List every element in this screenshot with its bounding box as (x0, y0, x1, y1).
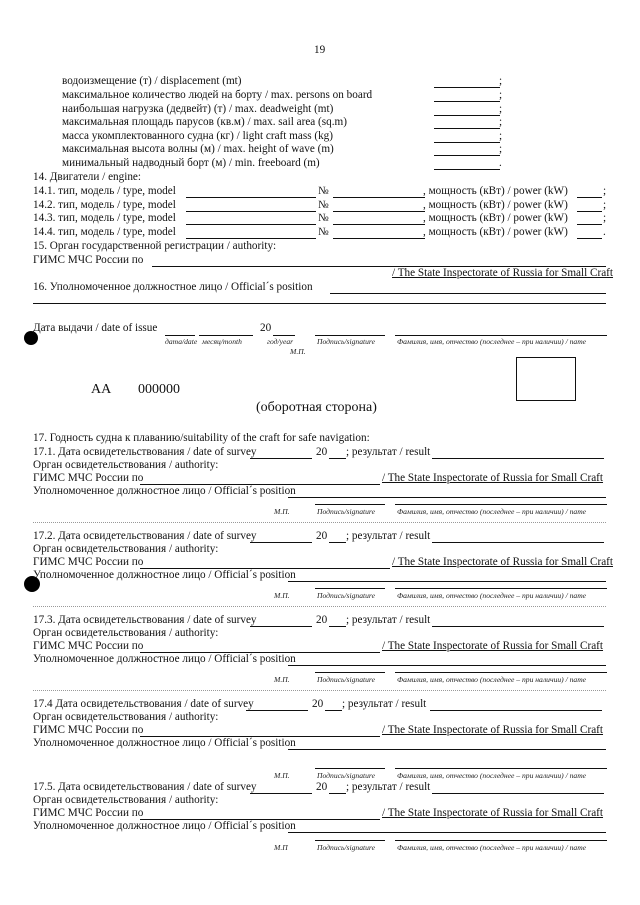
spec-end: ; (499, 75, 503, 87)
survey-result-field[interactable] (430, 710, 602, 711)
spec-label: масса укомплектованного судна (кг) / light craft mass (kg) (62, 130, 333, 142)
survey-date-field[interactable] (246, 710, 308, 711)
survey-name-field[interactable] (395, 504, 607, 505)
engine-label: 14.4. тип, модель / type, model (33, 226, 176, 238)
engine-number-field[interactable] (333, 238, 425, 239)
survey-official-field[interactable] (288, 749, 606, 750)
caption-month: месяц/month (202, 337, 242, 346)
dotted-separator (33, 522, 606, 523)
survey-inspectorate: / The State Inspectorate of Russia for Small Craft (382, 472, 604, 484)
survey-signature-field[interactable] (315, 672, 385, 673)
survey-name-field[interactable] (395, 768, 607, 769)
engine-power: , мощность (кВт) / power (kW) (423, 212, 568, 224)
caption-signature: Подпись/signature (317, 843, 375, 852)
survey-inspectorate: / The State Inspectorate of Russia for Small Craft (382, 807, 604, 819)
survey-date-field[interactable] (250, 458, 312, 459)
official-label: 16. Уполномоченное должностное лицо / Official´s position (33, 281, 313, 293)
survey-authority-label: Орган освидетельствования / authority: (33, 627, 219, 639)
issue-date-label: Дата выдачи / date of issue (33, 322, 158, 334)
survey-name-field[interactable] (395, 840, 607, 841)
caption-name: Фамилия, имя, отчество (последнее – при наличии) / name (397, 771, 587, 780)
caption-signature: Подпись/signature (317, 337, 375, 346)
spec-field-line[interactable] (434, 155, 500, 156)
survey-signature-field[interactable] (315, 504, 385, 505)
survey-result-label: ; результат / result (346, 446, 431, 458)
survey-year-field[interactable] (329, 626, 346, 627)
stamp-place: М.П. (274, 507, 290, 516)
survey-year-field[interactable] (329, 458, 346, 459)
survey-inspectorate: / The State Inspectorate of Russia for Small Craft (392, 556, 614, 568)
page-number: 19 (314, 44, 326, 56)
survey-year-prefix: 20 (312, 698, 324, 710)
stamp-place: М.П (274, 843, 288, 852)
engine-model-field[interactable] (186, 238, 316, 239)
engine-end: ; (603, 212, 607, 224)
survey-date-label: 17.4 Дата освидетельствования / date of survey (33, 698, 254, 710)
caption-date: дата/date (165, 337, 198, 346)
survey-year-field[interactable] (325, 710, 342, 711)
survey-year-prefix: 20 (316, 530, 328, 542)
engine-power-field[interactable] (577, 197, 602, 198)
suitability-heading: 17. Годность судна к плаванию/suitability of the craft for safe navigation: (33, 432, 370, 444)
survey-authority-label: Орган освидетельствования / authority: (33, 711, 219, 723)
spec-label: водоизмещение (т) / displacement (mt) (62, 75, 242, 87)
survey-official-label: Уполномоченное должностное лицо / Official´s position (33, 737, 296, 749)
issue-name-field[interactable] (395, 335, 607, 336)
survey-authority-label: Орган освидетельствования / authority: (33, 459, 219, 471)
dotted-separator (33, 606, 606, 607)
spec-field-line[interactable] (434, 87, 500, 88)
survey-date-label: 17.1. Дата освидетельствования / date of survey (33, 446, 257, 458)
spec-label: минимальный надводный борт (м) / min. freeboard (m) (62, 157, 320, 169)
engine-number-field[interactable] (333, 211, 425, 212)
survey-result-field[interactable] (432, 793, 604, 794)
survey-signature-field[interactable] (315, 768, 385, 769)
serial-number: 000000 (138, 382, 180, 397)
survey-gims-label: ГИМС МЧС России по (33, 807, 144, 819)
spec-field-line[interactable] (434, 101, 500, 102)
survey-year-prefix: 20 (316, 446, 328, 458)
engine-model-field[interactable] (186, 211, 316, 212)
spec-label: максимальное количество людей на борту / max. persons on board (62, 89, 373, 101)
survey-authority-label: Орган освидетельствования / authority: (33, 794, 219, 806)
survey-official-label: Уполномоченное должностное лицо / Official´s position (33, 569, 296, 581)
engine-model-field[interactable] (186, 197, 316, 198)
spec-label: наибольшая нагрузка (дедвейт) (т) / max. deadweight (mt) (62, 103, 334, 115)
caption-signature: Подпись/signature (317, 675, 375, 684)
stamp-place: М.П. (290, 347, 306, 356)
engine-label: 14.2. тип, модель / type, model (33, 199, 176, 211)
issue-day-field[interactable] (165, 335, 195, 336)
engine-label: 14.3. тип, модель / type, model (33, 212, 176, 224)
spec-end: ; (499, 103, 503, 115)
issue-year-prefix: 20 (260, 322, 272, 334)
spec-field-line[interactable] (434, 169, 500, 170)
caption-name: Фамилия, имя, отчество (последнее – при наличии) / name (397, 675, 587, 684)
survey-name-field[interactable] (395, 672, 607, 673)
survey-inspectorate: / The State Inspectorate of Russia for Small Craft (382, 724, 604, 736)
engine-end: ; (603, 185, 607, 197)
survey-official-label: Уполномоченное должностное лицо / Official´s position (33, 485, 296, 497)
spec-end: ; (499, 130, 503, 142)
stamp-place: М.П. (274, 771, 290, 780)
spec-end: ; (499, 116, 503, 128)
survey-result-label: ; результат / result (346, 781, 431, 793)
spec-end: ; (499, 89, 503, 101)
survey-year-prefix: 20 (316, 614, 328, 626)
caption-signature: Подпись/signature (317, 507, 375, 516)
survey-authority-label: Орган освидетельствования / authority: (33, 543, 219, 555)
survey-signature-field[interactable] (315, 588, 385, 589)
issue-signature-field[interactable] (315, 335, 385, 336)
stamp-place: М.П. (274, 591, 290, 600)
survey-name-field[interactable] (395, 588, 607, 589)
survey-date-field[interactable] (250, 793, 312, 794)
photo-box (516, 357, 576, 401)
survey-official-field[interactable] (288, 832, 606, 833)
engine-power: , мощность (кВт) / power (kW) (423, 185, 568, 197)
official-position-field[interactable] (330, 293, 606, 294)
engines-heading: 14. Двигатели / engine: (33, 171, 142, 183)
survey-date-label: 17.5. Дата освидетельствования / date of survey (33, 781, 257, 793)
survey-gims-label: ГИМС МЧС России по (33, 556, 144, 568)
spec-field-line[interactable] (434, 142, 500, 143)
survey-result-field[interactable] (432, 458, 604, 459)
authority-heading: 15. Орган государственной регистрации / authority: (33, 240, 277, 252)
survey-result-label: ; результат / result (346, 614, 431, 626)
survey-gims-label: ГИМС МЧС России по (33, 472, 144, 484)
caption-signature: Подпись/signature (317, 591, 375, 600)
inspectorate-text: / The State Inspectorate of Russia for Small Craft (392, 267, 614, 279)
survey-official-label: Уполномоченное должностное лицо / Official´s position (33, 653, 296, 665)
engine-end: ; (603, 199, 607, 211)
survey-year-field[interactable] (329, 542, 346, 543)
caption-name: Фамилия, имя, отчество (последнее – при наличии) / name (397, 507, 587, 516)
spec-label: максимальная площадь парусов (кв.м) / max. sail area (sq.m) (62, 116, 347, 128)
survey-year-field[interactable] (329, 793, 346, 794)
engine-power-field[interactable] (577, 224, 602, 225)
spec-field-line[interactable] (434, 128, 500, 129)
engine-power-field[interactable] (577, 238, 602, 239)
survey-result-field[interactable] (432, 626, 604, 627)
engine-power: , мощность (кВт) / power (kW) (423, 199, 568, 211)
engine-end: . (603, 226, 606, 238)
engine-no: № (318, 212, 329, 224)
dotted-separator (33, 690, 606, 691)
reverse-side-title: (оборотная сторона) (256, 400, 377, 415)
engine-no: № (318, 185, 329, 197)
engine-model-field[interactable] (186, 224, 316, 225)
survey-result-label: ; результат / result (346, 530, 431, 542)
spec-end: ; (499, 143, 503, 155)
survey-date-field[interactable] (250, 542, 312, 543)
survey-official-field[interactable] (288, 497, 606, 498)
engine-number-field[interactable] (333, 224, 425, 225)
separator-line (33, 303, 606, 304)
caption-name: Фамилия, имя, отчество (последнее – при наличии) / name (397, 591, 587, 600)
survey-official-field[interactable] (288, 665, 606, 666)
survey-result-label: ; результат / result (342, 698, 427, 710)
spec-label: максимальная высота волны (м) / max. height of wave (m) (62, 143, 334, 155)
stamp-place: М.П. (274, 675, 290, 684)
survey-inspectorate: / The State Inspectorate of Russia for Small Craft (382, 640, 604, 652)
survey-date-field[interactable] (250, 626, 312, 627)
gims-label: ГИМС МЧС России по (33, 254, 144, 266)
survey-date-label: 17.2. Дата освидетельствования / date of survey (33, 530, 257, 542)
survey-signature-field[interactable] (315, 840, 385, 841)
caption-name: Фамилия, имя, отчество (последнее – при наличии) / name (397, 843, 587, 852)
issue-month-field[interactable] (199, 335, 253, 336)
survey-official-label: Уполномоченное должностное лицо / Official´s position (33, 820, 296, 832)
engine-power: , мощность (кВт) / power (kW) (423, 226, 568, 238)
caption-name: Фамилия, имя, отчество (последнее – при наличии) / name (397, 337, 587, 346)
engine-label: 14.1. тип, модель / type, model (33, 185, 176, 197)
caption-year: год/year (267, 337, 294, 346)
engine-number-field[interactable] (333, 197, 425, 198)
engine-power-field[interactable] (577, 211, 602, 212)
caption-signature: Подпись/signature (317, 771, 375, 780)
survey-result-field[interactable] (432, 542, 604, 543)
survey-date-label: 17.3. Дата освидетельствования / date of survey (33, 614, 257, 626)
issue-year-field[interactable] (273, 335, 295, 336)
engine-no: № (318, 199, 329, 211)
engine-no: № (318, 226, 329, 238)
survey-year-prefix: 20 (316, 781, 328, 793)
survey-gims-label: ГИМС МЧС России по (33, 724, 144, 736)
survey-official-field[interactable] (288, 581, 606, 582)
serial-series: АА (91, 382, 112, 397)
survey-gims-label: ГИМС МЧС России по (33, 640, 144, 652)
spec-end: . (499, 157, 502, 169)
spec-field-line[interactable] (434, 115, 500, 116)
